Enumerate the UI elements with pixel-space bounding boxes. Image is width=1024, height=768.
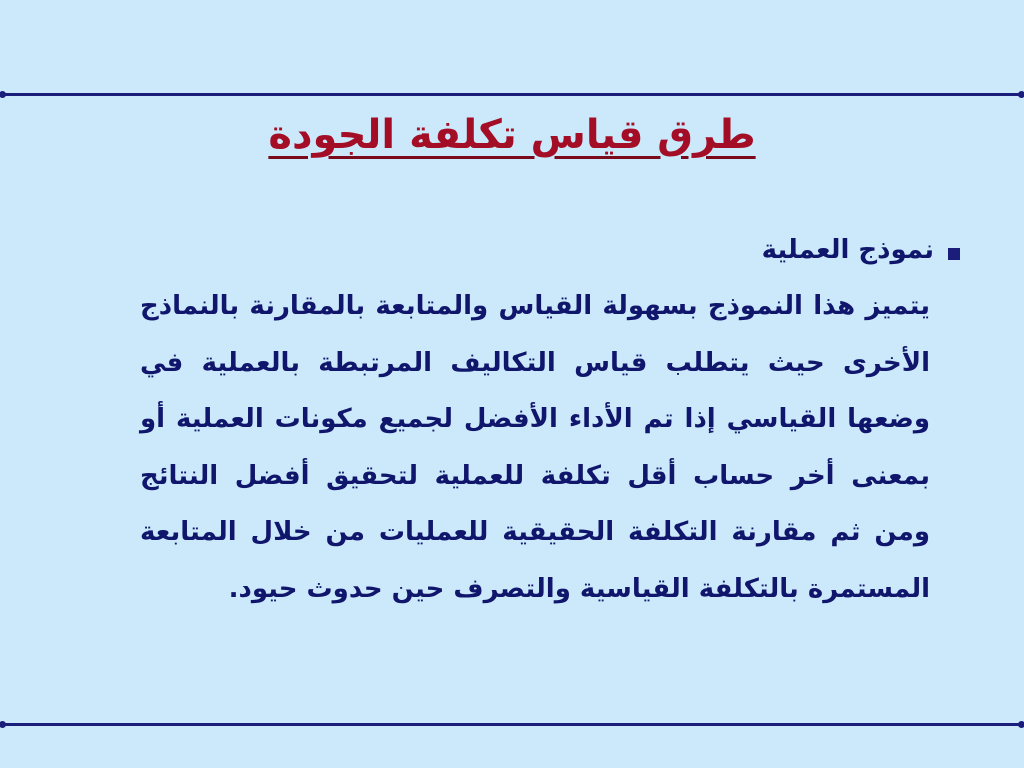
top-divider-line [0, 93, 1024, 96]
bottom-left-dot [0, 721, 6, 728]
square-bullet-icon [948, 248, 960, 260]
bullet-heading: نموذج العملية [761, 235, 934, 265]
bottom-right-dot [1018, 721, 1024, 728]
slide-title: طرق قياس تكلفة الجودة [268, 112, 756, 158]
body-paragraph: يتميز هذا النموذج بسهولة القياس والمتابعة بالمقارنة بالنماذج الأخرى حيث يتطلب قياس التكاليف المرتبطة بالعملية في وضعها القياسي إذا تم الأداء الأفضل لجميع مكونات العملية أو بمعنى أخر حساب أقل تكلفة للعملية لتحقيق أفضل النتائج ومن ثم مقارنة التكلفة الحقيقية للعمليات من خلال المتابعة المستمرة بالتكلفة القياسية والتصرف حين حدوث حيود. [140, 291, 930, 604]
bullet-item [140, 228, 960, 272]
slide-content [140, 228, 934, 617]
top-left-dot [0, 91, 6, 98]
top-right-dot [1018, 91, 1024, 98]
bottom-divider-line [0, 723, 1024, 726]
